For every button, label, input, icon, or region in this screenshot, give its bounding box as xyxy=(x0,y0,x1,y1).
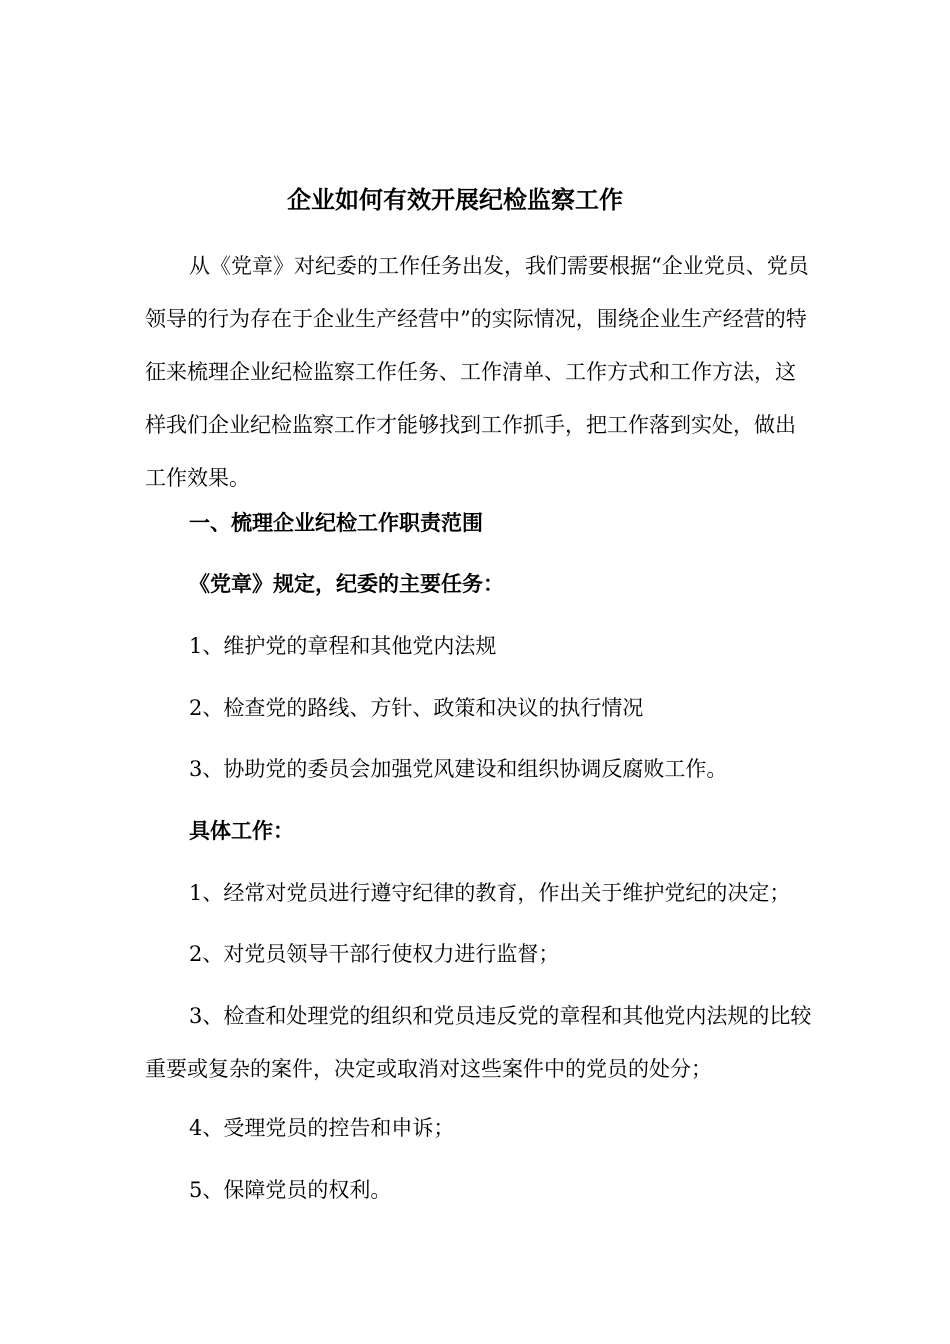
work-item: 1、经常对党员进行遵守纪律的教育，作出关于维护党纪的决定； xyxy=(189,881,791,905)
document-title: 企业如何有效开展纪检监察工作 xyxy=(287,185,623,214)
task-item: 1、维护党的章程和其他党内法规 xyxy=(189,634,497,658)
task-item: 2、检查党的路线、方针、政策和决议的执行情况 xyxy=(189,696,644,720)
work-item: 3、检查和处理党的组织和党员违反党的章程和其他党内法规的比较重要或复杂的案件，决定或取消对这些案件中的党员的处分； xyxy=(145,1004,812,1081)
tasks-heading: 《党章》规定，纪委的主要任务： xyxy=(189,572,504,596)
work-item: 5、保障党员的权利。 xyxy=(189,1178,392,1202)
work-heading: 具体工作： xyxy=(189,819,294,843)
work-item: 2、对党员领导干部行使权力进行监督； xyxy=(189,942,560,966)
section-heading: 一、梳理企业纪检工作职责范围 xyxy=(189,511,483,535)
intro-paragraph: 从《党章》对纪委的工作任务出发，我们需要根据“企业党员、党员领导的行为存在于企业生产经营中”的实际情况，围绕企业生产经营的特征来梳理企业纪检监察工作任务、工作清单、工作方式和工作方法，这样我们企业纪检监察工作才能够找到工作抓手，把工作落到实处，做出工作效果。 xyxy=(145,254,809,490)
task-item: 3、协助党的委员会加强党风建设和组织协调反腐败工作。 xyxy=(189,757,728,781)
work-item: 4、受理党员的控告和申诉； xyxy=(189,1116,455,1140)
